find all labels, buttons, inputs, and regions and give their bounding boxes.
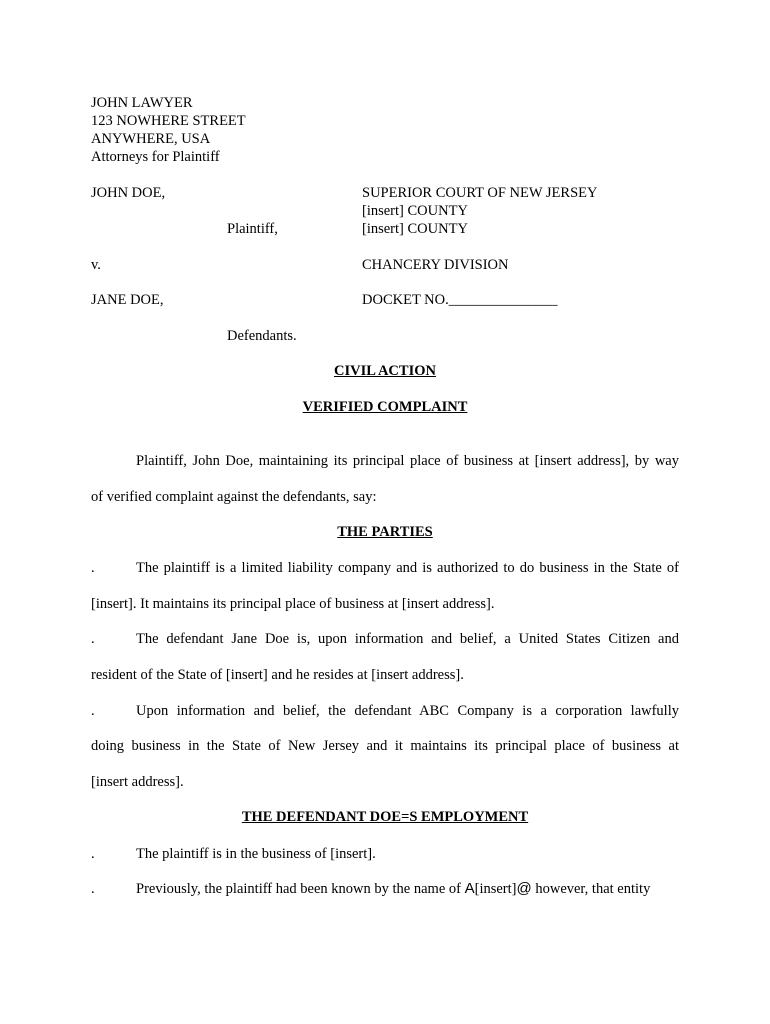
paragraph-marker: .: [91, 881, 95, 897]
attorney-name: JOHN LAWYER: [91, 95, 193, 111]
p4-line-1: The plaintiff is in the business of [insert].: [136, 846, 376, 862]
attorney-city: ANYWHERE, USA: [91, 131, 211, 147]
court-name: SUPERIOR COURT OF NEW JERSEY: [362, 185, 598, 201]
paragraph-marker: .: [91, 703, 95, 719]
p5-suffix: however, that entity: [531, 881, 651, 897]
intro-line-1: Plaintiff, John Doe, maintaining its principal place of business at [insert address], by way: [136, 453, 679, 469]
county-line-1: [insert] COUNTY: [362, 203, 468, 219]
p3-line-1: Upon information and belief, the defendant ABC Company is a corporation lawfully: [136, 703, 679, 719]
p1-line-1: The plaintiff is a limited liability company and is authorized to do business in the State of: [136, 560, 679, 576]
p5-close-quote: @: [516, 880, 532, 897]
defendant-label: Defendants.: [227, 328, 297, 344]
defendant-name: JANE DOE,: [91, 292, 164, 308]
p2-line-1: The defendant Jane Doe is, upon information and belief, a United States Citizen and: [136, 631, 679, 647]
paragraph-marker: .: [91, 846, 95, 862]
plaintiff-label: Plaintiff,: [227, 221, 278, 237]
p3-line-3: [insert address].: [91, 774, 184, 790]
county-line-2: [insert] COUNTY: [362, 221, 468, 237]
p1-line-2: [insert]. It maintains its principal place of business at [insert address].: [91, 596, 495, 612]
docket-number: DOCKET NO._______________: [362, 292, 558, 308]
paragraph-marker: .: [91, 631, 95, 647]
intro-line-2: of verified complaint against the defendants, say:: [91, 489, 377, 505]
p3-line-2: doing business in the State of New Jersey and it maintains its principal place of business at: [91, 738, 679, 754]
p2-line-2: resident of the State of [insert] and he resides at [insert address].: [91, 667, 464, 683]
attorney-street: 123 NOWHERE STREET: [91, 113, 246, 129]
civil-action-title: CIVIL ACTION: [334, 363, 436, 379]
p5-open-quote: A: [464, 880, 475, 897]
paragraph-marker: .: [91, 560, 95, 576]
parties-heading: THE PARTIES: [337, 524, 433, 540]
p5-line-1: [136, 880, 650, 898]
plaintiff-name: JOHN DOE,: [91, 185, 166, 201]
p5-prefix: Previously, the plaintiff had been known by the name of: [136, 881, 465, 897]
verified-complaint-title: VERIFIED COMPLAINT: [302, 399, 468, 415]
division: CHANCERY DIVISION: [362, 257, 509, 273]
versus: v.: [91, 257, 101, 273]
p5-name: [insert]: [474, 881, 517, 897]
attorney-role: Attorneys for Plaintiff: [91, 149, 220, 165]
employment-heading: THE DEFENDANT DOE=S EMPLOYMENT: [241, 809, 529, 825]
